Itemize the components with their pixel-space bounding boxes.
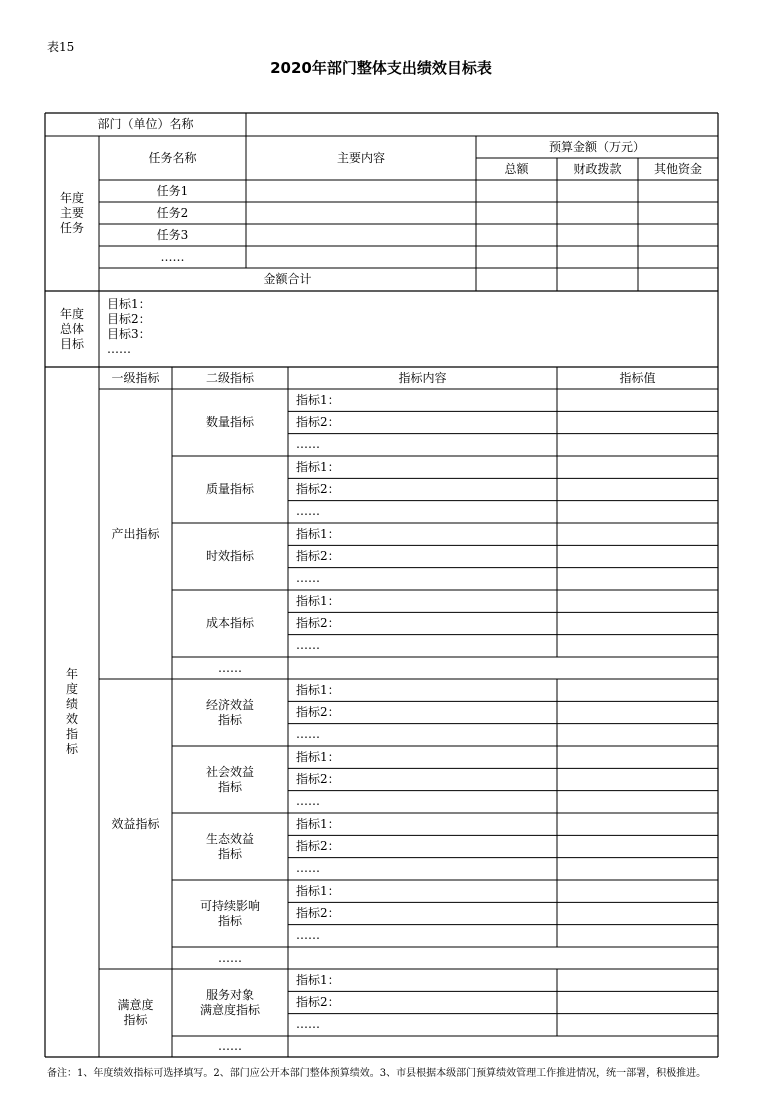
task-name-cell: 任务1 — [156, 183, 189, 198]
output-indicators-label: 产出指标 — [111, 526, 160, 541]
indicator-item: …… — [296, 861, 320, 876]
col-other: 其他资金 — [653, 161, 702, 176]
annual-goals-label: 年度 总体 目标 — [59, 306, 84, 351]
more-row-label: …… — [218, 950, 242, 965]
indicator-item: 指标2： — [296, 481, 340, 496]
dept-name-label: 部门（单位）名称 — [97, 117, 194, 131]
indicator-item: 指标1： — [296, 883, 340, 898]
indicator-item: …… — [296, 928, 320, 943]
col-total: 总额 — [504, 161, 529, 176]
indicator-item: …… — [296, 571, 320, 586]
indicator-item: 指标2： — [296, 905, 340, 920]
indicator-item: 指标2： — [296, 414, 340, 429]
indicator-item: 指标1： — [296, 749, 340, 764]
col-fiscal: 财政拨款 — [573, 161, 622, 176]
table-number: 表15 — [47, 40, 75, 54]
indicator-item: 指标2： — [296, 615, 340, 630]
sub-indicator-label: 经济效益 指标 — [205, 697, 254, 727]
indicator-item: 指标1： — [296, 526, 340, 541]
satisfaction-indicators-label: 满意度 指标 — [117, 998, 154, 1027]
more-row-label: …… — [218, 660, 242, 675]
indicator-item: 指标1： — [296, 459, 340, 474]
sub-indicator-label: 成本指标 — [205, 616, 254, 630]
footnote: 备注：1、年度绩效指标可选择填写。2、部门应公开本部门整体预算绩效。3、市县根据本级部门预算绩效管理工作推进情况，统一部署，积极推进。 — [47, 1068, 707, 1079]
goals-text: 目标1： 目标2： 目标3： …… — [107, 297, 151, 356]
indicator-item: …… — [296, 1017, 320, 1032]
sub-indicator-label: 质量指标 — [205, 482, 254, 496]
indicator-item: 指标1： — [296, 682, 340, 697]
indicator-item: 指标1： — [296, 392, 340, 407]
indicator-item: …… — [296, 638, 320, 653]
col-task-name: 任务名称 — [148, 150, 197, 165]
task-name-cell: …… — [160, 249, 185, 264]
task-name-cell: 任务2 — [156, 205, 189, 220]
indicator-item: …… — [296, 794, 320, 809]
col-level1: 一级指标 — [111, 370, 160, 385]
indicator-item: 指标1： — [296, 593, 340, 608]
annual-tasks-label: 年度 主要 任务 — [59, 191, 84, 235]
annual-indicators-label: 年 度 绩 效 指 标 — [65, 667, 78, 756]
sub-indicator-label: 时效指标 — [205, 549, 254, 563]
benefit-indicators-label: 效益指标 — [111, 816, 160, 831]
col-content: 指标内容 — [398, 370, 447, 385]
indicator-item: 指标2： — [296, 548, 340, 563]
task-name-cell: 任务3 — [156, 227, 189, 242]
indicator-item: 指标2： — [296, 771, 340, 786]
indicator-item: 指标2： — [296, 838, 340, 853]
col-main-content: 主要内容 — [336, 150, 385, 165]
indicator-item: 指标2： — [296, 704, 340, 719]
col-budget: 预算金额（万元） — [548, 139, 645, 154]
col-level2: 二级指标 — [205, 370, 254, 385]
col-value: 指标值 — [619, 370, 656, 385]
sub-indicator-label: 数量指标 — [205, 415, 254, 429]
page-title: 2020年部门整体支出绩效目标表 — [270, 59, 492, 77]
sub-indicator-label: 可持续影响 指标 — [199, 898, 260, 928]
more-row-label: …… — [218, 1039, 242, 1053]
sum-label: 金额合计 — [263, 272, 312, 286]
indicator-item: …… — [296, 437, 320, 452]
sub-indicator-label: 生态效益 指标 — [205, 831, 254, 861]
indicator-item: …… — [296, 727, 320, 742]
indicator-item: …… — [296, 504, 320, 519]
indicator-item: 指标1： — [296, 972, 340, 987]
indicator-item: 指标2： — [296, 994, 340, 1009]
sub-indicator-label: 服务对象 满意度指标 — [199, 987, 260, 1017]
indicator-item: 指标1： — [296, 816, 340, 831]
sub-indicator-label: 社会效益 指标 — [205, 764, 254, 794]
